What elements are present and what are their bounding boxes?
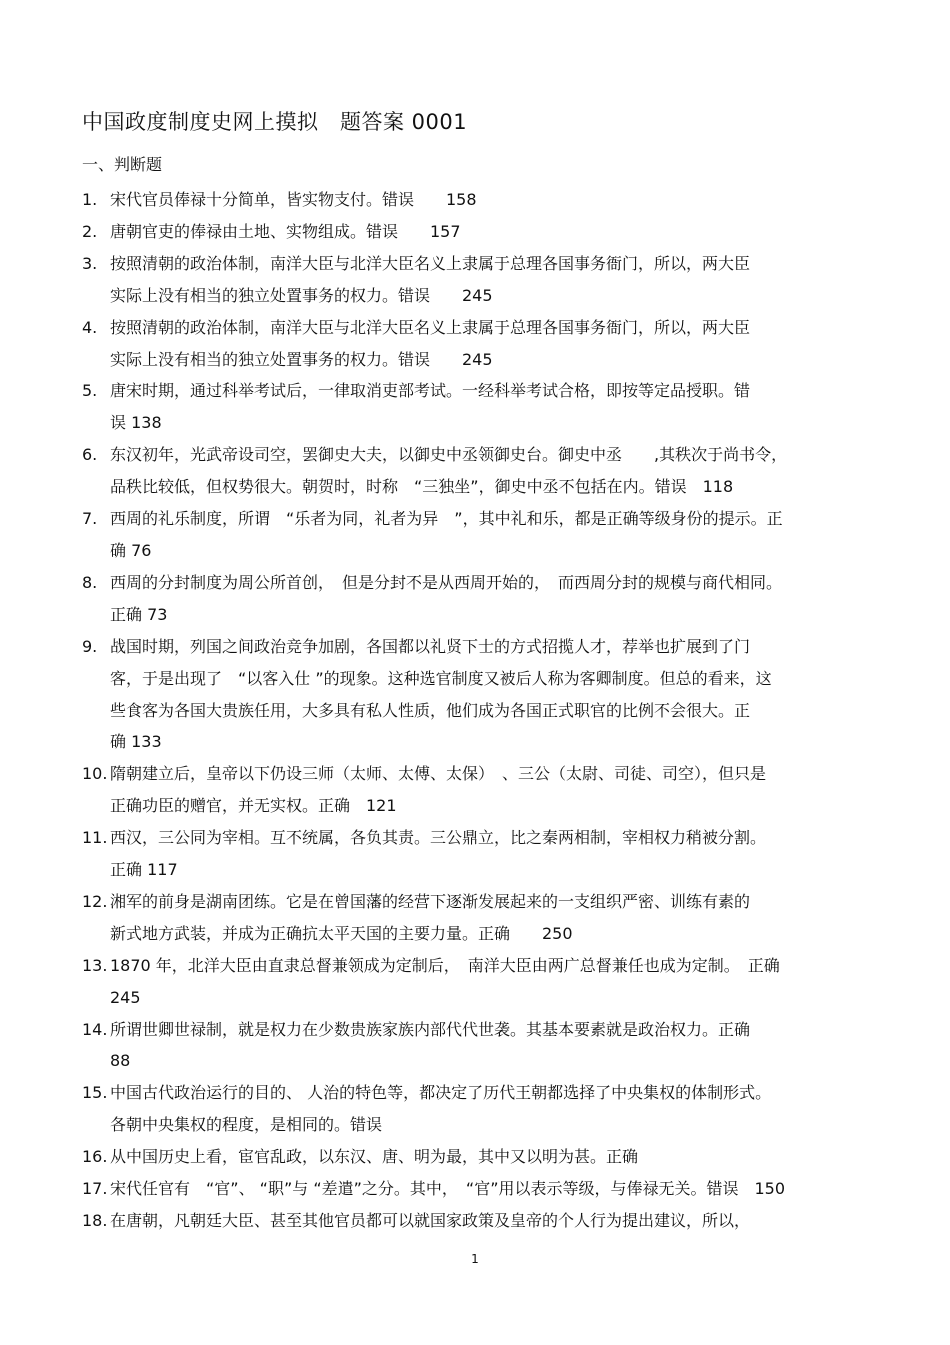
item-text-line: 些食客为各国大贵族任用，大多具有私人性质，他们成为各国正式职官的比例不会很大。正: [110, 700, 751, 720]
item-number: 3.: [82, 253, 98, 273]
item-text-line: 1870 年，北洋大臣由直隶总督兼领成为定制后， 南洋大臣由两广总督兼任也成为定制。 正确: [110, 955, 780, 975]
item-text-line: 正确 117: [110, 860, 178, 880]
item-text-line: 各朝中央集权的程度，是相同的。错误: [110, 1115, 383, 1135]
item-text-line: 宋代官员俸禄十分简单，皆实物支付。错误 158: [110, 190, 477, 209]
item-number: 13.: [82, 955, 108, 975]
item-text-line: 新式地方武装，并成为正确抗太平天国的主要力量。正确 250: [110, 923, 573, 943]
item-text-line: 实际上没有相当的独立处置事务的权力。错误 245: [110, 285, 493, 305]
list-item: [82, 216, 882, 248]
item-number: 1.: [82, 190, 98, 209]
list-item: [82, 1173, 882, 1205]
item-text-line: 245: [110, 987, 141, 1007]
item-number: 7.: [82, 509, 98, 529]
item-number: 6.: [82, 445, 98, 465]
item-text-line: 按照清朝的政治体制，南洋大臣与北洋大臣名义上隶属于总理各国事务衙门，所以，两大臣: [110, 253, 751, 273]
item-text-line: 湘军的前身是湖南团练。它是在曾国藩的经营下逐渐发展起来的一支组织严密、训练有素的: [110, 891, 751, 911]
item-text-line: 误 138: [110, 413, 162, 433]
item-number: 16.: [82, 1147, 108, 1167]
item-number: 2.: [82, 221, 98, 241]
item-text-line: 从中国历史上看，宦官乱政，以东汉、唐、明为最，其中又以明为甚。正确: [110, 1147, 639, 1167]
item-text-line: 确 76: [110, 540, 152, 560]
list-item: [82, 1077, 882, 1141]
item-text-line: 所谓世卿世禄制，就是权力在少数贵族家族内部代代世袭。其基本要素就是政治权力。正确: [110, 1019, 751, 1039]
item-number: 18.: [82, 1211, 108, 1230]
item-text-line: 中国古代政治运行的目的、 人治的特色等，都决定了历代王朝都选择了中央集权的体制形式。: [110, 1083, 772, 1103]
item-number: 5.: [82, 381, 98, 401]
section-heading: 一、判断题: [82, 155, 163, 174]
item-text-line: 西周的分封制度为周公所首创， 但是分封不是从西周开始的， 而西周分封的规模与商代相同。: [110, 572, 783, 592]
list-item: [82, 439, 882, 503]
item-text-line: 隋朝建立后，皇帝以下仍设三师（太师、太傅、太保） 、三公（太尉、司徒、司空），但只是: [110, 764, 767, 784]
document-title: 中国政度制度史网上摸拟 题答案 0001: [82, 110, 468, 134]
list-item: [82, 758, 882, 822]
question-list: [82, 184, 882, 1237]
item-text-line: 正确 73: [110, 604, 168, 624]
list-item: [82, 950, 882, 1014]
list-item: [82, 503, 882, 567]
list-item: [82, 1014, 882, 1078]
item-text-line: 宋代任官有 “官”、 “职”与 “差遣”之分。其中， “官”用以表示等级，与俸禄无关。错误 150: [110, 1179, 786, 1199]
list-item: [82, 312, 882, 376]
list-item: [82, 184, 882, 216]
item-text-line: 战国时期，列国之间政治竞争加剧，各国都以礼贤下士的方式招揽人才，荐举也扩展到了门: [110, 636, 751, 656]
item-text-line: 东汉初年，光武帝设司空，罢御史大夫，以御史中丞领御史台。御史中丞 ,其秩次于尚书令，: [110, 445, 788, 465]
list-item: [82, 248, 882, 312]
item-number: 12.: [82, 891, 108, 911]
item-text-line: 唐朝官吏的俸禄由土地、实物组成。错误 157: [110, 221, 461, 241]
item-number: 14.: [82, 1019, 108, 1039]
item-text-line: 实际上没有相当的独立处置事务的权力。错误 245: [110, 349, 493, 369]
list-item: [82, 567, 882, 631]
item-text-line: 在唐朝，凡朝廷大臣、甚至其他官员都可以就国家政策及皇帝的个人行为提出建议，所以，: [110, 1211, 751, 1230]
item-number: 8.: [82, 572, 98, 592]
list-item: [82, 1141, 882, 1173]
item-text-line: 品秩比较低，但权势很大。朝贺时，时称 “三独坐”，御史中丞不包括在内。错误 118: [110, 477, 734, 497]
item-text-line: 正确功臣的赠官，并无实权。正确 121: [110, 796, 397, 816]
page-number: 1: [471, 1252, 479, 1266]
item-text-line: 88: [110, 1051, 131, 1071]
item-text-line: 唐宋时期，通过科举考试后，一律取消吏部考试。一经科举考试合格，即按等定品授职。错: [110, 381, 751, 401]
item-number: 11.: [82, 828, 108, 848]
item-text-line: 西汉，三公同为宰相。互不统属，各负其责。三公鼎立，比之秦两相制，宰相权力稍被分割。: [110, 828, 767, 848]
list-item: [82, 631, 882, 759]
item-number: 17.: [82, 1179, 108, 1199]
list-item: [82, 822, 882, 886]
list-item: [82, 886, 882, 950]
item-number: 9.: [82, 636, 98, 656]
item-text-line: 客，于是出现了 “以客入仕 ”的现象。这种选官制度又被后人称为客卿制度。但总的看来，这: [110, 668, 772, 688]
item-text-line: 西周的礼乐制度，所谓 “乐者为同，礼者为异 ”，其中礼和乐，都是正确等级身份的提示。正: [110, 509, 783, 529]
item-text-line: 确 133: [110, 732, 162, 752]
item-number: 10.: [82, 764, 108, 784]
list-item: [82, 375, 882, 439]
list-item: [82, 1205, 882, 1237]
item-number: 4.: [82, 317, 98, 337]
item-text-line: 按照清朝的政治体制，南洋大臣与北洋大臣名义上隶属于总理各国事务衙门，所以，两大臣: [110, 317, 751, 337]
item-number: 15.: [82, 1083, 108, 1103]
